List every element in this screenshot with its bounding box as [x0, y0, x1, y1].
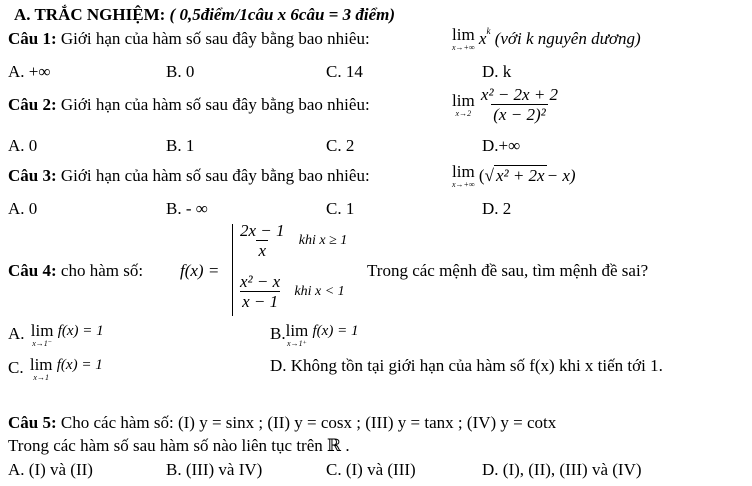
q1-option-a[interactable]: A. +∞: [8, 62, 51, 81]
q4-option-c[interactable]: C. lim x→1 f(x) = 1: [8, 355, 103, 382]
piecewise-brace: [232, 224, 233, 316]
q2-option-d[interactable]: D.+∞: [482, 136, 521, 155]
question-3-math: lim x→+∞ (√ x² + 2x − x): [452, 162, 576, 189]
q2-option-b[interactable]: B. 1: [166, 136, 195, 155]
q1-option-d[interactable]: D. k: [482, 62, 512, 81]
section-title: A. TRẮC NGHIỆM: ( 0,5điểm/1câu x 6câu = 3 điểm): [14, 5, 395, 24]
question-2: Câu 2: Giới hạn của hàm số sau đây bằng bao nhiêu:: [8, 95, 370, 114]
scoring-note: ( 0,5điểm/1câu x 6câu = 3 điểm): [169, 5, 395, 24]
q1-option-b[interactable]: B. 0: [166, 62, 195, 81]
question-1-math: lim x→+∞ $x^k$ (với k nguyên dương): [452, 25, 641, 52]
question-1: Câu 1: Giới hạn của hàm số sau đây bằng bao nhiêu:: [8, 29, 370, 48]
question-2-math: lim x→2 $\frac{\text{x² − 2x + 2}}{\text{(x − 2)²}}$: [452, 85, 559, 124]
q5-option-b[interactable]: B. (III) và IV): [166, 460, 263, 479]
q5-option-d[interactable]: D. (I), (II), (III) và (IV): [482, 460, 642, 479]
fx-label: f(x) =: [180, 261, 220, 280]
q2-option-a[interactable]: A. 0: [8, 136, 38, 155]
q1-option-c[interactable]: C. 14: [326, 62, 363, 81]
q4-option-a[interactable]: A. lim x→1⁻ f(x) = 1: [8, 321, 104, 348]
case-1: $\frac{2x - 1}{x}$ khi x ≥ 1: [240, 221, 348, 260]
question-5: Câu 5: Cho các hàm số: (I) y = sinx ; (II) y = cosx ; (III) y = tanx ; (IV) y = cotx: [8, 413, 557, 432]
case-2: $\frac{\text{x² − x}}{x - 1}$ khi x < 1: [240, 272, 345, 311]
sqrt-symbol: √: [484, 166, 494, 185]
q4-option-b[interactable]: B. lim x→1⁺ f(x) = 1: [270, 321, 359, 348]
q3-option-c[interactable]: C. 1: [326, 199, 355, 218]
q3-option-a[interactable]: A. 0: [8, 199, 38, 218]
question-4-tail: Trong các mệnh đề sau, tìm mệnh đề sai?: [367, 261, 649, 280]
question-5-line-2: Trong các hàm số sau hàm số nào liên tục trên ℝ .: [8, 436, 350, 455]
q5-option-a[interactable]: A. (I) và (II): [8, 460, 93, 479]
q5-option-c[interactable]: C. (I) và (III): [326, 460, 416, 479]
q3-option-d[interactable]: D. 2: [482, 199, 512, 218]
q3-option-b[interactable]: B. - ∞: [166, 199, 208, 218]
question-4: Câu 4: cho hàm số:: [8, 261, 144, 280]
q2-option-c[interactable]: C. 2: [326, 136, 355, 155]
question-3: Câu 3: Giới hạn của hàm số sau đây bằng bao nhiêu:: [8, 166, 370, 185]
q4-option-d[interactable]: D. Không tồn tại giới hạn của hàm số f(x) khi x tiến tới 1.: [270, 356, 663, 375]
